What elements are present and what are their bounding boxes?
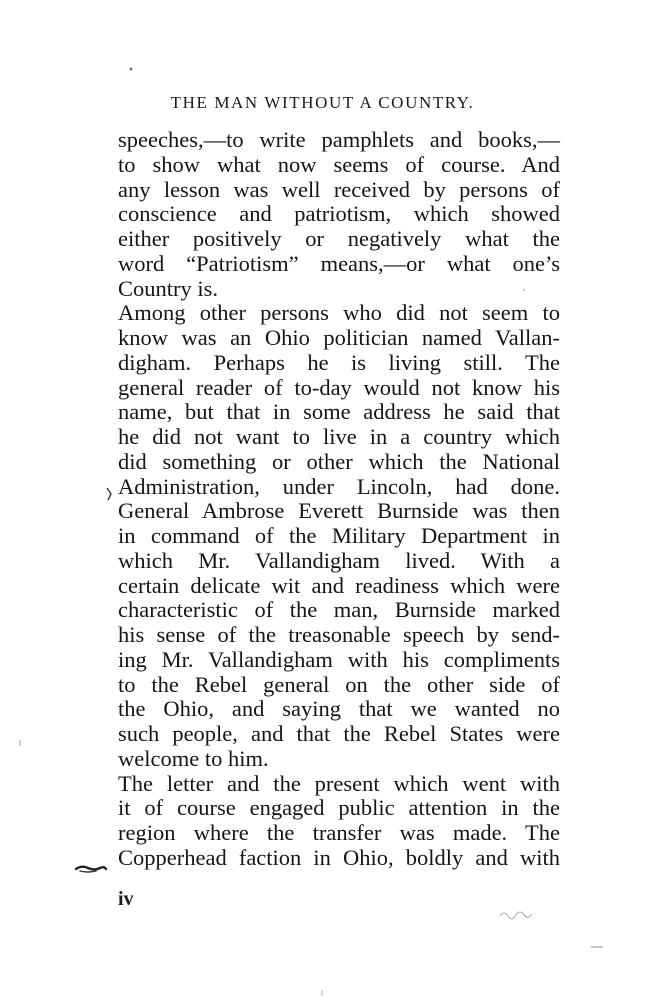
text-line: name, but that in some address he said that bbox=[118, 399, 560, 425]
text-line: digham. Perhaps he is living still. The bbox=[118, 349, 560, 375]
text-line: welcome to him. bbox=[118, 745, 269, 771]
running-head: THE MAN WITHOUT A COUNTRY. bbox=[170, 93, 475, 112]
text-line: did something or other which the National bbox=[118, 448, 560, 474]
text-line: ing Mr. Vallandigham with his compliments bbox=[118, 646, 560, 672]
text-line: either positively or negatively what the bbox=[118, 226, 560, 251]
text-line: he did not want to live in a country which bbox=[118, 424, 560, 449]
text-line: his sense of the treasonable speech by send- bbox=[118, 622, 560, 647]
text-line: General Ambrose Everett Burnside was then bbox=[118, 498, 560, 524]
text-line: know was an Ohio politician named Vallan- bbox=[118, 325, 560, 350]
bottom-speck-mark bbox=[320, 990, 324, 996]
text-line: general reader of to-day would not know his bbox=[118, 374, 560, 400]
text-line: speeches,—to write pamphlets and books,— bbox=[118, 127, 560, 152]
text-line: certain delicate wit and readiness which were bbox=[118, 572, 560, 598]
text-line: to show what now seems of course. And bbox=[118, 151, 560, 177]
top-dot-mark bbox=[128, 66, 134, 72]
text-line: characteristic of the man, Burnside marked bbox=[118, 597, 560, 623]
text-line: region where the transfer was made. The bbox=[118, 820, 560, 845]
left-speck-mark bbox=[18, 740, 22, 746]
ink-smudge-mark bbox=[74, 862, 108, 876]
paragraph bbox=[118, 772, 560, 871]
scribble-mark bbox=[498, 906, 534, 924]
text-line: any lesson was well received by persons of bbox=[118, 176, 560, 202]
paragraph bbox=[118, 128, 560, 301]
text-line: Administration, under Lincoln, had done. bbox=[118, 473, 560, 499]
body-text bbox=[118, 128, 560, 871]
text-line: which Mr. Vallandigham lived. With a bbox=[118, 547, 560, 573]
text-line: Country is. bbox=[118, 275, 219, 301]
text-line: Copperhead faction in Ohio, boldly and with bbox=[118, 844, 560, 870]
text-line: word “Patriotism” means,—or what one’s bbox=[118, 250, 560, 276]
margin-tick-mark bbox=[104, 486, 116, 502]
text-line: the Ohio, and saying that we wanted no bbox=[118, 696, 560, 722]
text-line: conscience and patriotism, which showed bbox=[118, 201, 560, 227]
paragraph bbox=[118, 301, 560, 771]
text-line: such people, and that the Rebel States were bbox=[118, 721, 560, 746]
text-line: Among other persons who did not seem to bbox=[118, 300, 560, 326]
text-line: The letter and the present which went with bbox=[118, 770, 560, 796]
text-line: to the Rebel general on the other side of bbox=[118, 671, 560, 697]
text-line: in command of the Military Department in bbox=[118, 523, 560, 548]
edge-tick-mark bbox=[590, 944, 604, 950]
text-line: it of course engaged public attention in the bbox=[118, 795, 560, 821]
page-number: iv bbox=[118, 888, 134, 910]
